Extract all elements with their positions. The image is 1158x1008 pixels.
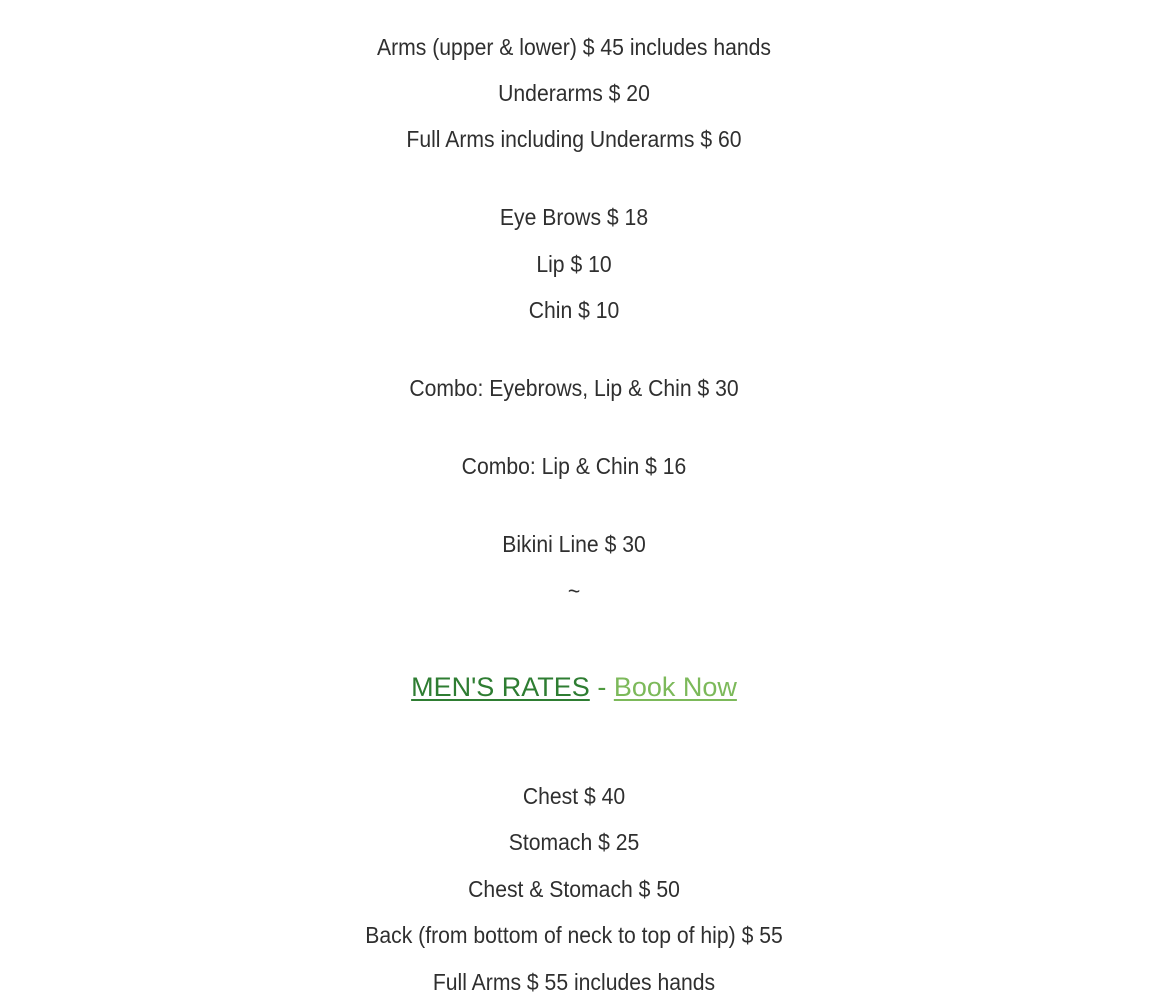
rate-item: Eye Brows $ 18 — [499, 204, 649, 230]
rate-item: Chest $ 40 — [522, 783, 626, 809]
book-now-link[interactable]: Book Now — [613, 672, 737, 702]
section-separator: ~ — [567, 578, 581, 604]
rate-item: Back (from bottom of neck to top of hip) $ 55 — [365, 922, 783, 948]
rate-item: Chest & Stomach $ 50 — [468, 876, 680, 902]
rate-item: Underarms $ 20 — [498, 80, 650, 106]
rate-item: Combo: Lip & Chin $ 16 — [461, 453, 687, 479]
rate-item: Stomach $ 25 — [508, 829, 640, 855]
rate-item: Full Arms $ 55 includes hands — [432, 969, 716, 995]
rate-item: Combo: Eyebrows, Lip & Chin $ 30 — [409, 375, 739, 401]
heading-dash: - — [597, 672, 607, 702]
rate-item: Chin $ 10 — [528, 297, 620, 323]
rate-item: Arms (upper & lower) $ 45 includes hands — [376, 34, 771, 60]
men-rates-link[interactable]: MEN'S RATES — [411, 672, 590, 702]
rate-item: Lip $ 10 — [536, 251, 612, 277]
rate-item: Bikini Line $ 30 — [502, 531, 646, 557]
men-rates-heading — [0, 670, 1148, 704]
rate-item: Full Arms including Underarms $ 60 — [406, 126, 742, 152]
